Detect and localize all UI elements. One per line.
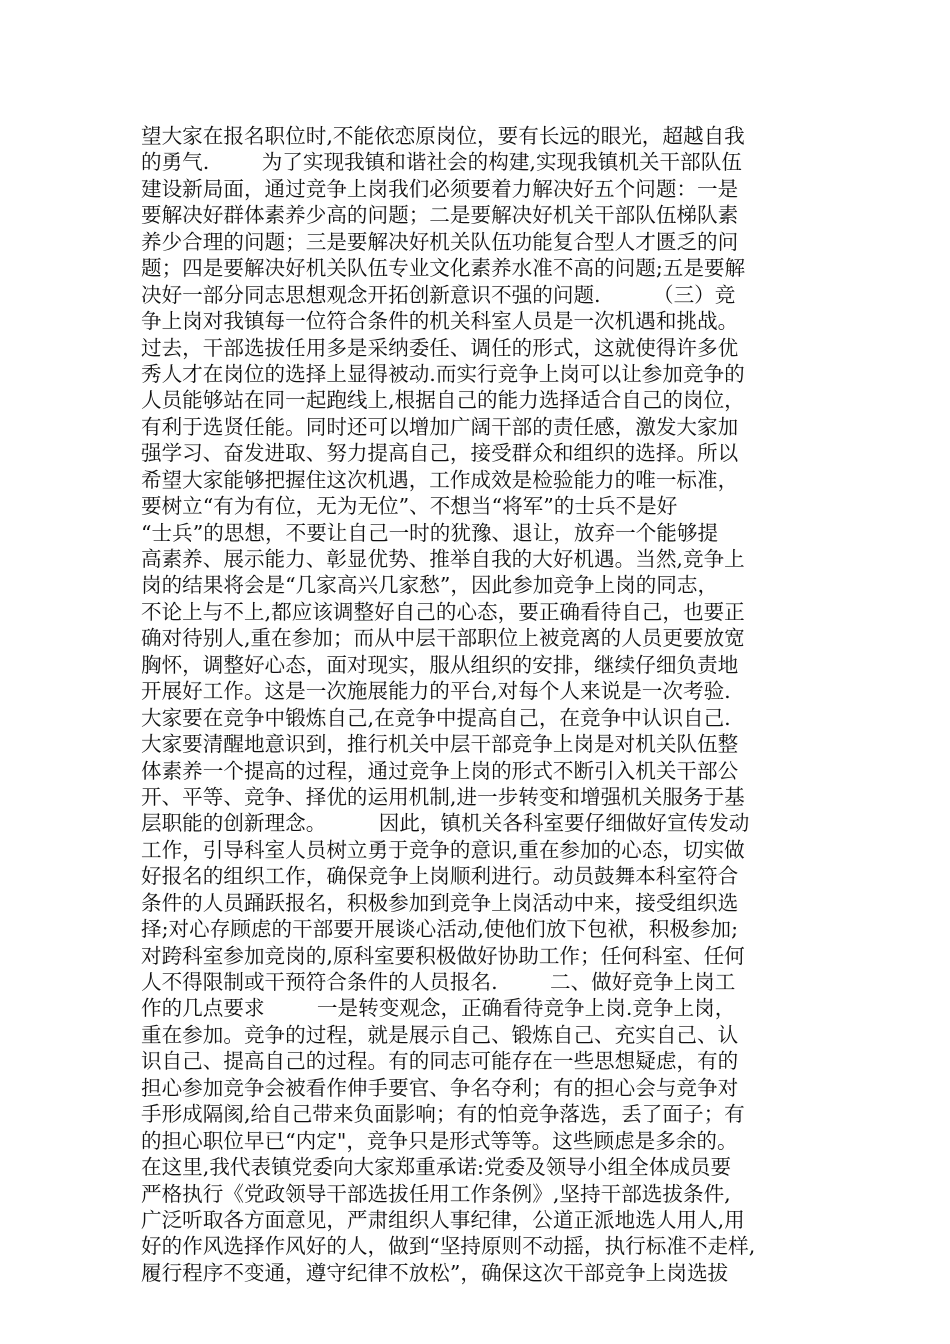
text-line: 的担心职位早已“内定"，竞争只是形式等等。这些顾虑是多余的。 bbox=[141, 1128, 738, 1153]
text-line: 建设新局面，通过竞争上岗我们必须要着力解决好五个问题：一是 bbox=[141, 176, 739, 201]
text-line: 履行程序不变通，遵守纪律不放松”，确保这次干部竞争上岗选拔 bbox=[141, 1260, 729, 1285]
text-line: 题；四是要解决好机关队伍专业文化素养水准不高的问题;五是要解 bbox=[141, 256, 746, 281]
text-line: 大家要清醒地意识到，推行机关中层干部竞争上岗是对机关队伍整 bbox=[141, 732, 739, 757]
text-line: 过去，干部选拔任用多是采纳委任、调任的形式，这就使得许多优 bbox=[141, 335, 739, 360]
text-line: 秀人才在岗位的选择上显得被动.而实行竞争上岗可以让参加竞争的 bbox=[141, 361, 745, 386]
text-line: 有利于选贤任能。同时还可以增加广阔干部的责任感，激发大家加 bbox=[141, 414, 739, 439]
text-line: 体素养一个提高的过程，通过竞争上岗的形式不断引入机关干部公 bbox=[141, 758, 739, 783]
text-line: 广泛听取各方面意见，严肃组织人事纪律，公道正派地选人用人,用 bbox=[141, 1207, 745, 1232]
text-line: 担心参加竞争会被看作伸手要官、争名夺利；有的担心会与竞争对 bbox=[141, 1075, 739, 1100]
text-line: 确对待别人,重在参加；而从中层干部职位上被竞离的人员更要放宽 bbox=[141, 626, 745, 651]
text-line: 开、平等、竞争、择优的运用机制,进一步转变和增强机关服务于基 bbox=[141, 784, 745, 809]
text-line: 胸怀，调整好心态，面对现实，服从组织的安排，继续仔细负责地 bbox=[141, 652, 739, 677]
text-line: 开展好工作。这是一次施展能力的平台,对每个人来说是一次考验. bbox=[141, 679, 731, 704]
text-line: 大家要在竞争中锻炼自己,在竞争中提高自己，在竞争中认识自己. bbox=[141, 705, 731, 730]
text-line: 希望大家能够把握住这次机遇，工作成效是检验能力的唯一标准， bbox=[141, 467, 739, 492]
text-line: 的勇气. 为了实现我镇和谐社会的构建,实现我镇机关干部队伍 bbox=[141, 150, 742, 175]
text-line: 层职能的创新理念。 因此，镇机关各科室要仔细做好宣传发动 bbox=[141, 811, 750, 836]
body-text bbox=[141, 123, 816, 1286]
text-line: 争上岗对我镇每一位符合条件的机关科室人员是一次机遇和挑战。 bbox=[141, 309, 739, 334]
text-line: 人不得限制或干预符合条件的人员报名. 二、做好竞争上岗工 bbox=[141, 970, 736, 994]
text-line: 严格执行《党政领导干部选拔任用工作条例》,坚持干部选拔条件, bbox=[141, 1181, 731, 1206]
text-line: “士兵”的思想，不要让自己一时的犹豫、退让，放弃一个能够提 bbox=[141, 520, 719, 545]
text-line: 岗的结果将会是“几家高兴几家愁”，因此参加竞争上岗的同志， bbox=[141, 573, 719, 598]
text-line: 手形成隔阂,给自己带来负面影响；有的怕竞争落选，丢了面子；有 bbox=[141, 1102, 745, 1127]
text-line: 望大家在报名职位时,不能依恋原岗位，要有长远的眼光，超越自我 bbox=[141, 124, 745, 148]
text-line: 要树立“有为有位，无为无位”、不想当“将军”的士兵不是好 bbox=[141, 494, 678, 519]
text-line: 高素养、展示能力、彰显优势、推举自我的大好机遇。当然,竞争上 bbox=[141, 547, 745, 571]
text-line: 条件的人员踊跃报名，积极参加到竞争上岗活动中来，接受组织选 bbox=[141, 890, 739, 915]
text-line: 作的几点要求 一是转变观念，正确看待竞争上岗.竞争上岗， bbox=[141, 996, 736, 1021]
text-line: 重在参加。竞争的过程，就是展示自己、锻炼自己、充实自己、认 bbox=[141, 1022, 739, 1047]
text-line: 对跨科室参加竞岗的,原科室要积极做好协助工作；任何科室、任何 bbox=[141, 943, 745, 968]
text-line: 择;对心存顾虑的干部要开展谈心活动,使他们放下包袱，积极参加; bbox=[141, 917, 739, 942]
text-line: 识自己、提高自己的过程。有的同志可能存在一些思想疑虑，有的 bbox=[141, 1049, 739, 1074]
text-line: 要解决好群体素养少高的问题；二是要解决好机关干部队伍梯队素 bbox=[141, 203, 739, 228]
text-line: 养少合理的问题；三是要解决好机关队伍功能复合型人才匮乏的问 bbox=[141, 229, 739, 254]
text-line: 在这里,我代表镇党委向大家郑重承诺:党委及领导小组全体成员要 bbox=[141, 1155, 732, 1180]
text-line: 工作，引导科室人员树立勇于竞争的意识,重在参加的心态，切实做 bbox=[141, 837, 745, 862]
text-line: 不论上与不上,都应该调整好自己的心态，要正确看待自己，也要正 bbox=[141, 599, 745, 624]
text-line: 人员能够站在同一起跑线上,根据自己的能力选择适合自己的岗位， bbox=[141, 388, 745, 413]
text-line: 决好一部分同志思想观念开拓创新意识不强的问题. （三）竞 bbox=[141, 282, 736, 307]
text-line: 好的作风选择作风好的人，做到“坚持原则不动摇，执行标准不走样, bbox=[141, 1234, 756, 1259]
text-line: 强学习、奋发进取、努力提高自己，接受群众和组织的选择。所以 bbox=[141, 441, 739, 466]
text-line: 好报名的组织工作，确保竞争上岗顺利进行。动员鼓舞本科室符合 bbox=[141, 864, 739, 889]
